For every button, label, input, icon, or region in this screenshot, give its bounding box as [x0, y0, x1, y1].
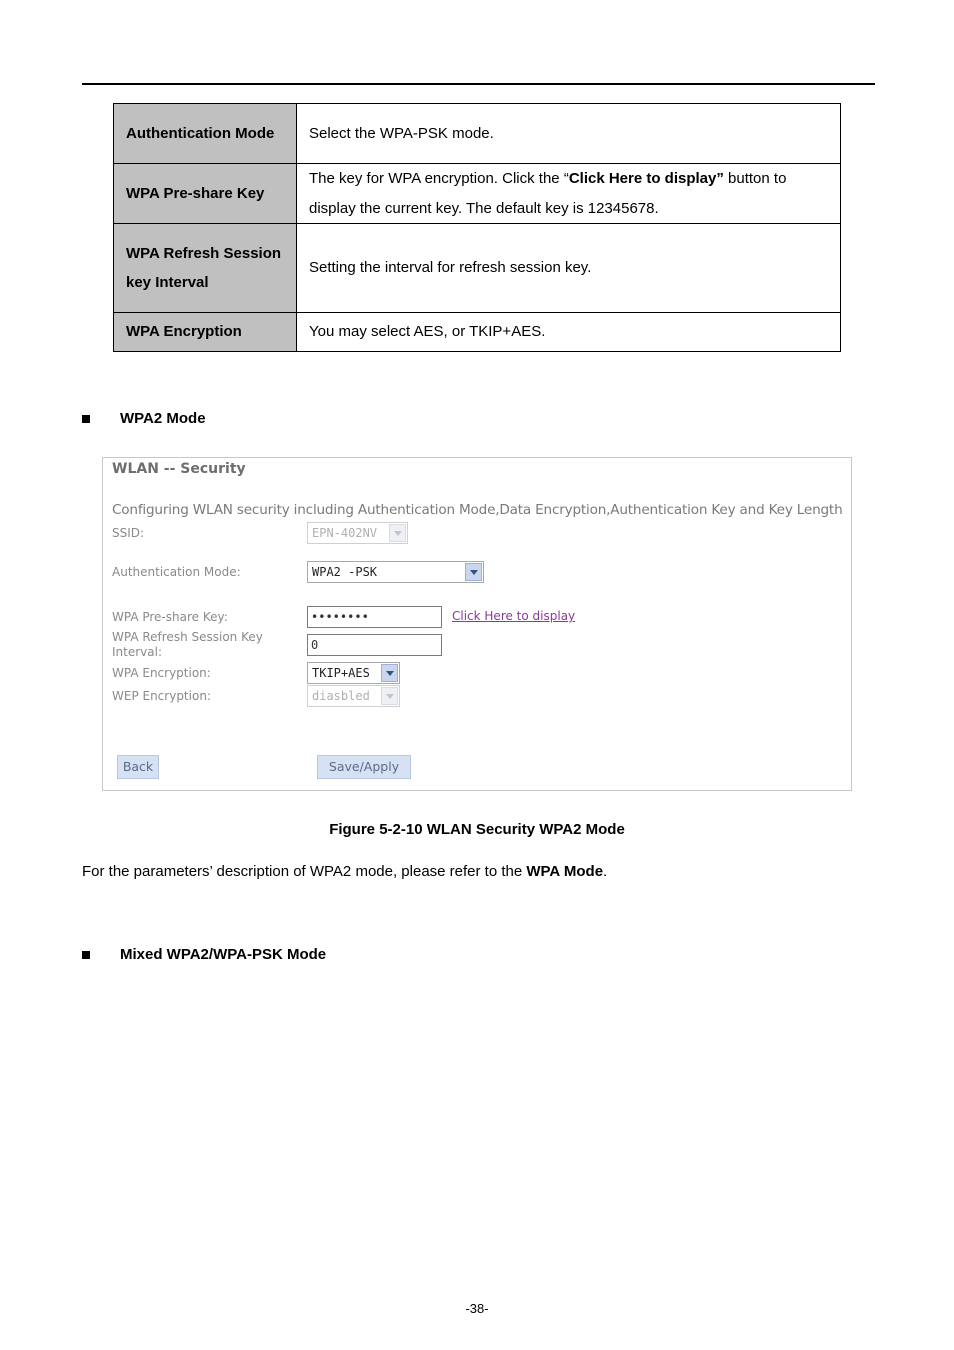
paragraph-text: .	[603, 863, 608, 880]
wpa-encryption-select[interactable]	[307, 662, 400, 684]
table-row	[114, 313, 841, 352]
param-name: WPA Refresh Session key Interval	[114, 224, 297, 313]
page-number: -38-	[465, 1301, 489, 1316]
chevron-down-icon	[465, 563, 482, 581]
header-rule	[82, 83, 875, 85]
table-row	[114, 164, 841, 224]
wep-encryption-select[interactable]	[307, 685, 400, 707]
wlan-security-screenshot	[102, 457, 852, 791]
chevron-down-icon	[389, 524, 406, 542]
param-desc: Select the WPA-PSK mode.	[297, 104, 841, 164]
refresh-interval-input[interactable]: 0	[307, 634, 442, 656]
bullet-square-icon	[82, 951, 90, 959]
psk-label: WPA Pre-share Key:	[112, 610, 228, 624]
param-name: WPA Encryption	[114, 313, 297, 352]
psk-input[interactable]: ••••••••	[307, 606, 442, 628]
table-row	[114, 224, 841, 313]
param-name: WPA Pre-share Key	[114, 164, 297, 224]
wep-encryption-value: diasbled	[312, 689, 370, 703]
desc-bold: Click Here to display”	[568, 170, 724, 187]
auth-mode-select[interactable]	[307, 561, 484, 583]
bullet-square-icon	[82, 415, 90, 423]
save-apply-button[interactable]: Save/Apply	[317, 755, 411, 779]
ssid-label: SSID:	[112, 526, 145, 540]
figure-caption: Figure 5-2-10 WLAN Security WPA2 Mode	[329, 821, 625, 838]
section-heading	[82, 946, 326, 963]
section-title: WPA2 Mode	[120, 410, 206, 427]
auth-mode-label: Authentication Mode:	[112, 565, 241, 579]
chevron-down-icon	[381, 687, 398, 705]
param-name: Authentication Mode	[114, 104, 297, 164]
ssid-select[interactable]	[307, 522, 408, 544]
page-description: Configuring WLAN security including Authentication Mode,Data Encryption,Authentication Key and Key Length	[112, 502, 843, 518]
param-desc	[297, 164, 841, 224]
section-title: Mixed WPA2/WPA-PSK Mode	[120, 946, 327, 963]
wep-encryption-label: WEP Encryption:	[112, 689, 211, 703]
auth-mode-value: WPA2 -PSK	[312, 565, 378, 579]
desc-text: button to display the current key. The default key is 12345678.	[309, 170, 787, 217]
paragraph-text: For the parameters’ description of WPA2 mode, please refer to the	[82, 863, 527, 880]
param-desc: You may select AES, or TKIP+AES.	[297, 313, 841, 352]
wpa-encryption-label: WPA Encryption:	[112, 666, 211, 680]
desc-text: The key for WPA encryption. Click the “	[309, 170, 569, 187]
page-title: WLAN -- Security	[112, 461, 246, 477]
param-desc: Setting the interval for refresh session key.	[297, 224, 841, 313]
table-row	[114, 104, 841, 164]
refresh-interval-label: WPA Refresh Session Key Interval:	[112, 630, 263, 659]
ssid-value: EPN-402NV	[312, 526, 378, 540]
chevron-down-icon	[381, 664, 398, 682]
section-heading	[82, 410, 206, 427]
display-key-link[interactable]: Click Here to display	[452, 609, 576, 623]
back-button[interactable]: Back	[117, 755, 159, 779]
body-paragraph	[82, 863, 607, 880]
paragraph-bold: WPA Mode	[526, 863, 604, 880]
wpa-encryption-value: TKIP+AES	[312, 666, 370, 680]
parameter-table	[113, 103, 841, 352]
